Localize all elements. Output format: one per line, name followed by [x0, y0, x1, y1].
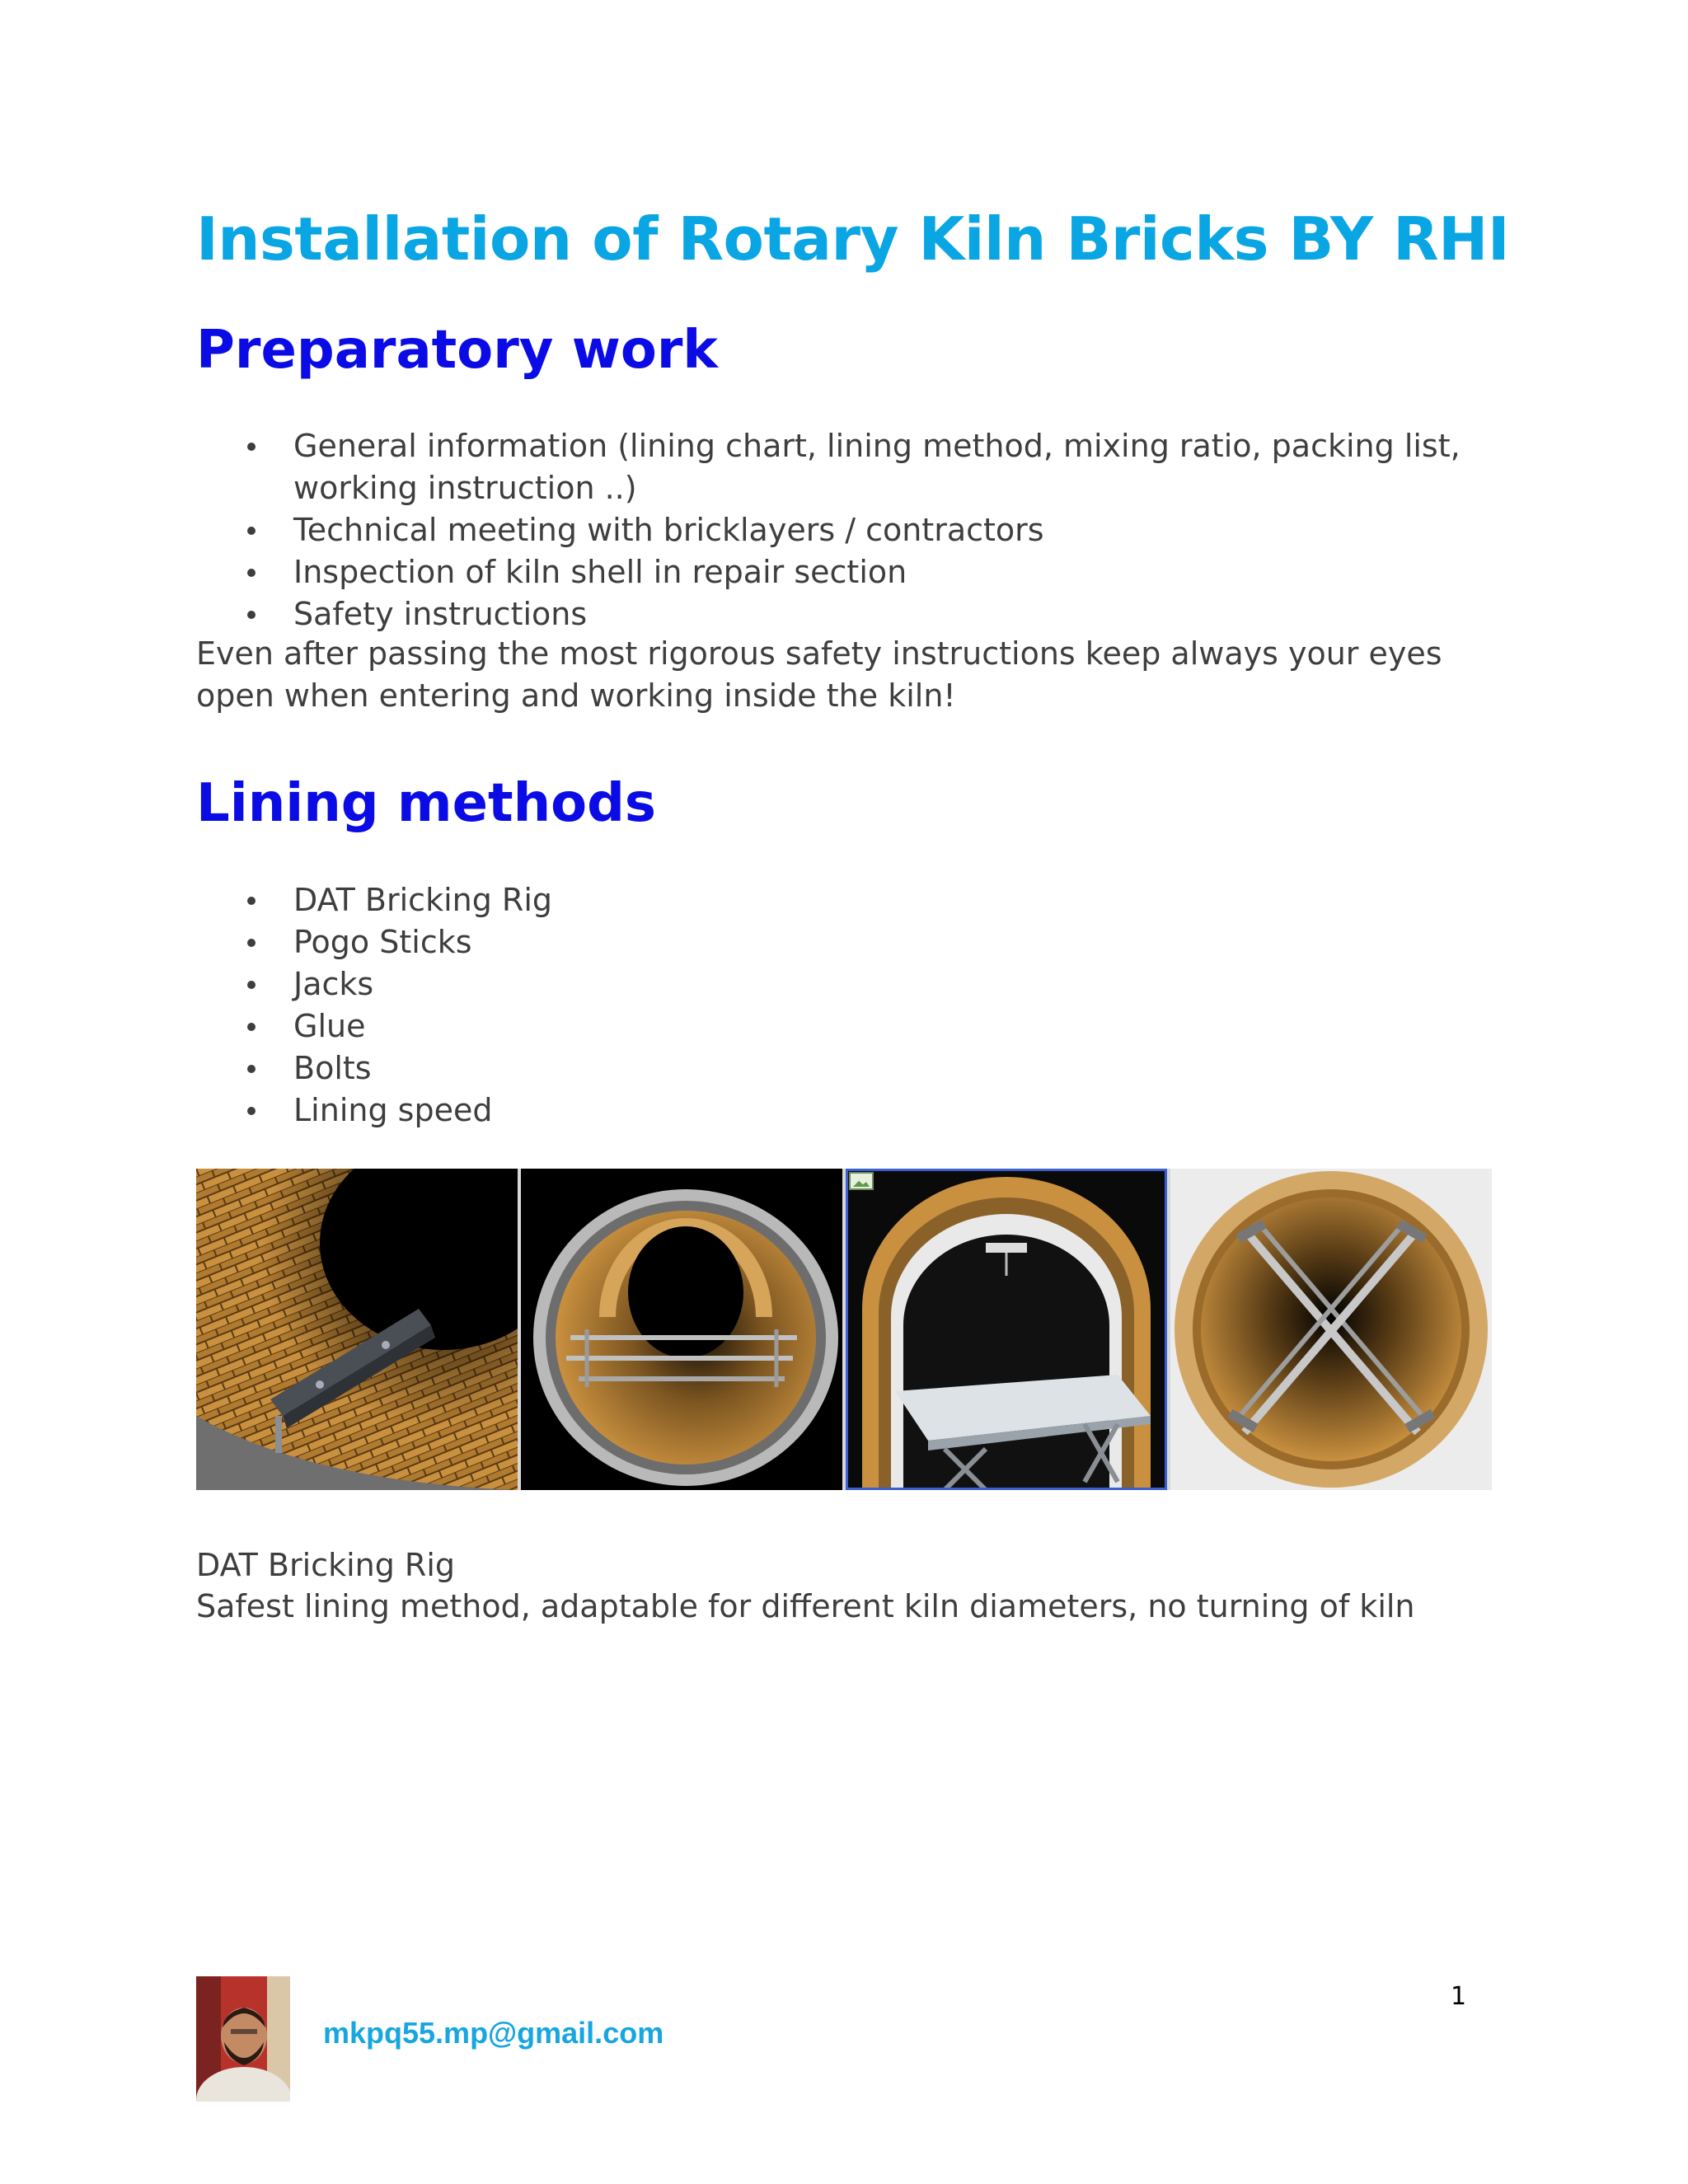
list-item: Glue: [196, 1005, 1482, 1047]
author-photo: [196, 1976, 290, 2102]
list-item: Bolts: [196, 1047, 1482, 1090]
document-title: Installation of Rotary Kiln Bricks BY RHI: [196, 204, 1510, 274]
preparatory-heading: Preparatory work: [196, 320, 718, 381]
brick-tunnel-image: [196, 1169, 518, 1490]
contact-email[interactable]: mkpq55.mp@gmail.com: [323, 2016, 664, 2050]
list-item: Technical meeting with bricklayers / contractors: [196, 509, 1482, 551]
bricking-rig-image: [846, 1169, 1167, 1490]
list-item: DAT Bricking Rig: [196, 879, 1482, 921]
safety-note: Even after passing the most rigorous safety instructions keep always your eyes open when entering and working inside the kiln!: [196, 635, 1442, 714]
lining-methods-list: [196, 879, 1482, 1132]
page-number: 1: [1451, 1982, 1467, 2011]
preparatory-list: [196, 425, 1482, 635]
image-placeholder-icon: [849, 1172, 874, 1190]
caption-text: Safest lining method, adaptable for different kiln diameters, no turning of kiln: [196, 1588, 1415, 1624]
pogo-sticks-image: [521, 1169, 842, 1490]
list-item: Lining speed: [196, 1090, 1482, 1132]
list-item: Pogo Sticks: [196, 921, 1482, 963]
list-item: Jacks: [196, 963, 1482, 1005]
jacks-image: [1170, 1169, 1492, 1490]
lining-methods-gallery: [196, 1169, 1492, 1490]
list-item: Inspection of kiln shell in repair section: [196, 551, 1482, 593]
list-item: General information (lining chart, lining method, mixing ratio, packing list, working instruction ..): [196, 425, 1482, 509]
list-item: Safety instructions: [196, 593, 1482, 635]
lining-heading: Lining methods: [196, 773, 656, 834]
caption-title: DAT Bricking Rig: [196, 1547, 456, 1583]
